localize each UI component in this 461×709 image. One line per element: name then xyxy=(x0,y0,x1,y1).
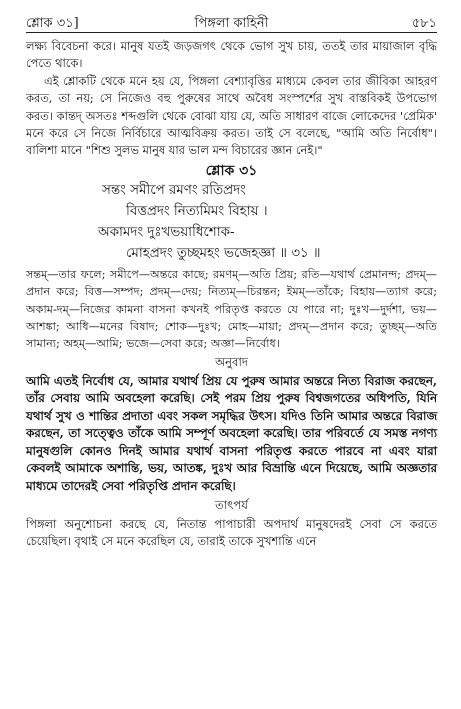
page-header xyxy=(26,10,437,32)
page-number: ৫৮১ xyxy=(411,16,437,31)
translation-heading: অনুবাদ xyxy=(215,355,248,370)
verse-line-2: বিত্তপ্রদং নিত্যমিমং বিহায় । xyxy=(126,204,268,220)
intro-paragraph-2: এই শ্লোকটি থেকে মনে হয় যে, পিঙ্গলা বেশ্যাবৃত্তির মাধ্যমে কেবল তার জীবিকা আহরণ করত, তা নয়; সে নিজেও বহু পুরুষের সাথে অবৈধ সংস্পর্শের সুখ বাস্তবিকই উপভোগ করত। কান্তদ্ অসতঃ শব্দগুলি থেকে বোঝা যায় যে, অতি সাধারণ বাজে লোকেদের 'প্রেমিক' মনে করে সে নিজে নির্বিচারে আত্মবিক্রয় করত। তাই সে বলেছে, "আমি অতি নির্বোধ"। বালিশা মানে "শিশু সুলভ মানুষ যার ভাল মন্দ বিচারের জ্ঞান নেই।" xyxy=(26,73,437,158)
verse-line-1: সন্তং সমীপে রমণং রতিপ্রদং xyxy=(102,183,246,199)
purport-heading: তাৎপর্য xyxy=(215,498,248,513)
purport-text: পিঙ্গলা অনুশোচনা করছে যে, নিতান্ত পাপাচারী অপদার্থ মানুষদেরই সেবা সে করতে চেয়েছিল। বৃথাই সে মনে করেছিল যে, তারাই তাকে সুখশান্তি এনে xyxy=(26,516,437,548)
page-body xyxy=(26,38,437,550)
verse-title: শ্লোক ৩১ xyxy=(205,162,258,179)
header-rule xyxy=(26,32,437,33)
verse-line-3: অকামদং দুঃখভয়াধিশোক- xyxy=(98,225,235,241)
verse-line-4: মোহপ্রদং তুচ্ছমহং ভজেহজ্ঞা ॥ ৩১ ॥ xyxy=(126,246,321,262)
verse-reference: শ্লোক ৩১] xyxy=(26,16,79,31)
synonyms-paragraph: সন্তম্—তার ফলে; সমীপে—অন্তরে কাছে; রমণম্—অতি প্রিয়; রতি—যথার্থ প্রেমানন্দ; প্রদম্—প্রদান করে; বিত্ত—সম্পদ; প্রদম্—দেয়; নিত্যম্—চিরন্তন; ইমম্—তাঁকে; বিহায়—ত্যাগ করে; অকাম-দম্—নিজের কামনা বাসনা কখনই পরিতৃপ্ত করতে যে পারে না; দুঃখ—দুর্দশা, ভয়—আশঙ্কা; আধি—মনের বিষাদ; শোক—দুঃখ; মোহ—মায়া; প্রদম্—প্রদান করে; তুচ্ছম্—অতি সামান্য; অহম্—আমি; ভজে—সেবা করে; অজ্ঞা—নির্বোধ। xyxy=(26,268,437,351)
intro-paragraph-1: লক্ষ্য বিবেচনা করে। মানুষ যতই জড়জগৎ থেকে ভোগ সুখ চায়, ততই তার মায়াজাল বৃদ্ধি পেতে থাকে। xyxy=(26,39,437,71)
chapter-title: পিঙ্গলা কাহিনী xyxy=(194,16,269,31)
translation-text: আমি এতই নির্বোধ যে, আমার যথার্থ প্রিয় যে পুরুষ আমার অন্তরে নিত্য বিরাজ করছেন, তাঁর সেবায় আমি অবহেলা করেছি। সেই পরম প্রিয় পুরুষ বিশ্বজগতের অধিপতি, যিনি যথার্থ সুখ ও শান্তির প্রদাতা এবং সকল সমৃদ্ধির উৎস। যদিও তিনি আমার অন্তরে বিরাজ করছেন, তা সত্ত্বেও তাঁকে আমি সম্পূর্ণ অবহেলা করেছি। তার পরিবর্তে যে সমস্ত নগণ্য মানুষগুলি কোনও দিনই আমার যথার্থ বাসনা পরিতৃপ্ত করতে পারবে না এবং যারা কেবলই আমাকে অশান্তি, ভয়, আতঙ্ক, দুঃখ আর বিভ্রান্তি এনে দিয়েছে, আমি অজ্ঞতার মাধ্যমে তাদেরই সেবা পরিতৃপ্তি প্রদান করেছি। xyxy=(26,373,437,493)
sanskrit-verse xyxy=(26,180,437,264)
